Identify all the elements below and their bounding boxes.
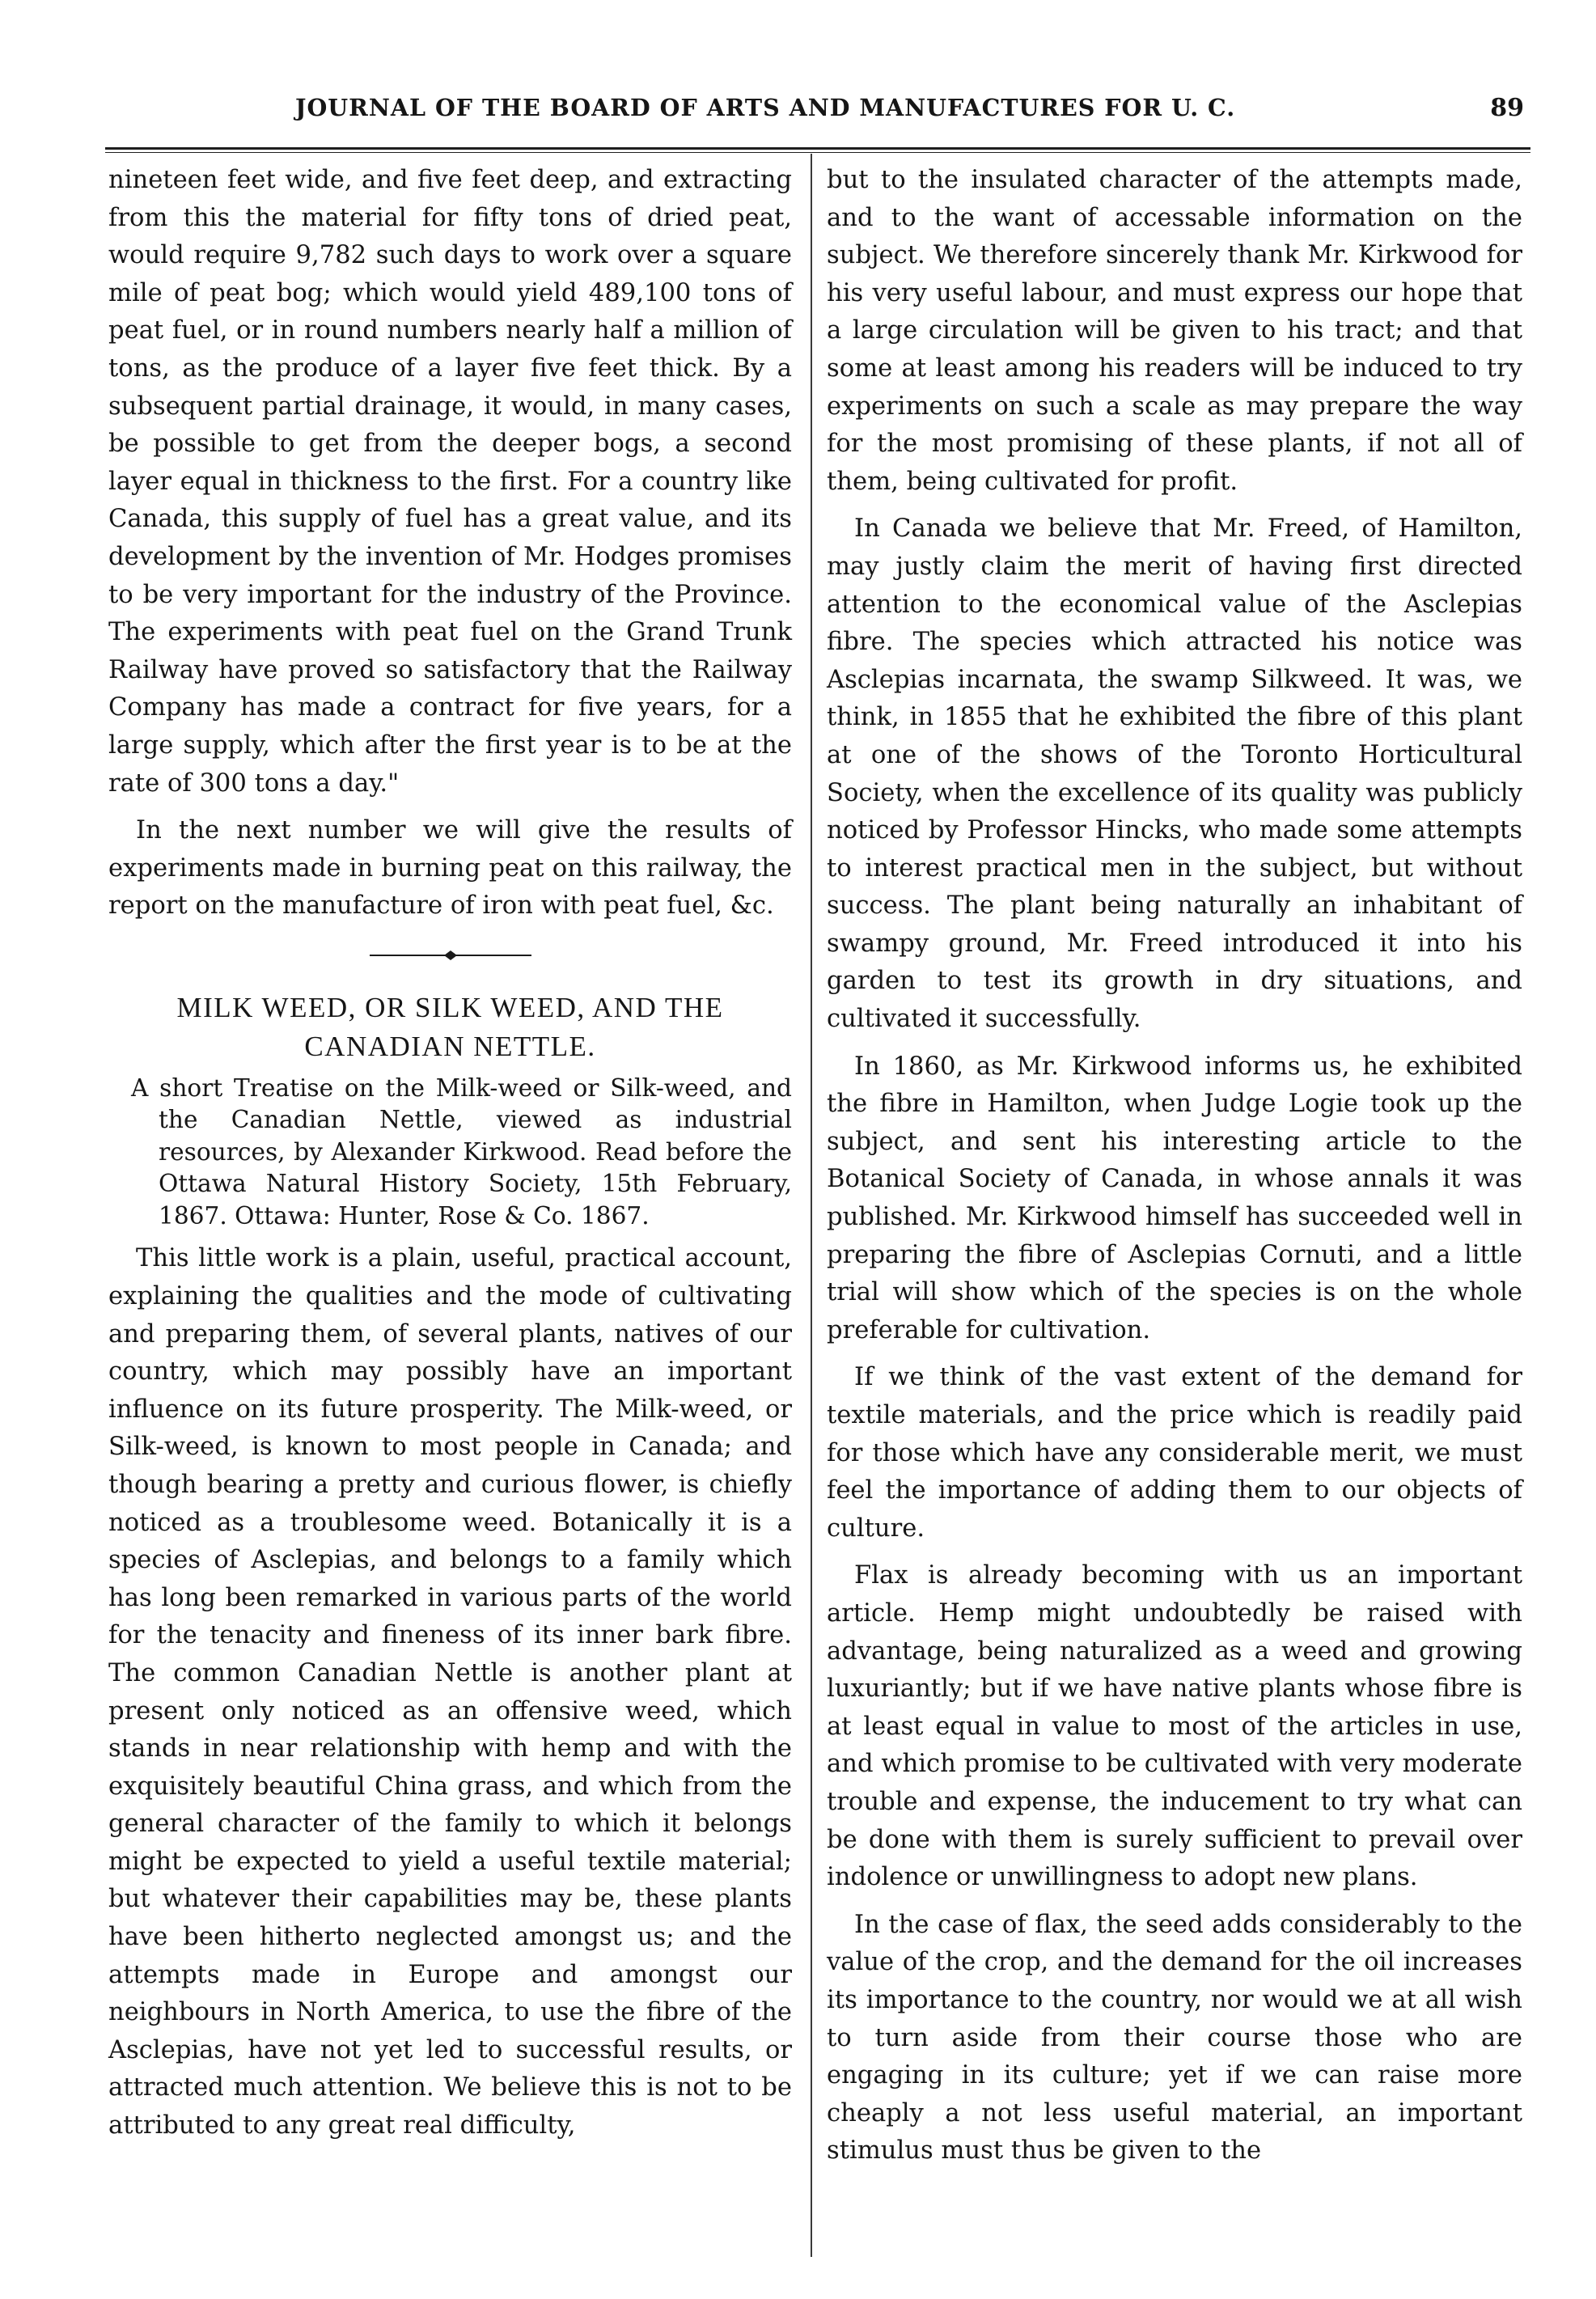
running-title: JOURNAL OF THE BOARD OF ARTS AND MANUFACTURES FOR U. C. <box>295 94 1236 121</box>
column-divider <box>811 154 812 2257</box>
left-column <box>108 162 792 2145</box>
page-number: 89 <box>1490 94 1524 122</box>
textile-demand-paragraph: If we think of the vast extent of the demand for textile materials, and the price which is readily paid for those which have any considerable merit, we must feel the importance of adding them to our objects of culture. <box>827 1363 1522 1543</box>
right-column <box>827 162 1522 2170</box>
peat-continuation-paragraph: nineteen feet wide, and five feet deep, and extracting from this the material for fifty tons of dried peat, would require 9,782 such days to work over a square mile of peat bog; which would yield 489,100 tons of peat fuel, or in round numbers nearly half a million of tons, as the produce of a layer five feet thick. By a subsequent partial drainage, it would, in many cases, be possible to get from the deeper bogs, a second layer equal in thickness to the first. For a country like Canada, this supply of fuel has a great value, and its development by the invention of Mr. Hodges promises to be very important for the industry of the Province. The experiments with peat fuel on the Grand Trunk Railway have proved so satisfactory that the Railway Company has made a contract for five years, for a large supply, which after the first year is to be at the rate of 300 tons a day." <box>108 166 792 798</box>
article-title-line-2: CANADIAN NETTLE. <box>304 1030 596 1062</box>
freed-paragraph: In Canada we believe that Mr. Freed, of Hamilton, may justly claim the merit of having first directed attention to the economical value of the Asclepias fibre. The species which attracted his notice was Asclepias incarnata, the swamp Silkweed. It was, we think, in 1855 that he exhibited the fibre of this plant at one of the shows of the Toronto Horticultural Society, when the excellence of its quality was publicly noticed by Professor Hincks, who made some attempts to interest practical men in the subject, but without success. The plant being naturally an inhabitant of swampy ground, Mr. Freed introduced it into his garden to test its growth in dry situations, and cultivated it successfully. <box>827 514 1522 1034</box>
article-title-line-1: MILK WEED, OR SILK WEED, AND THE <box>176 991 724 1023</box>
review-opening-paragraph: This little work is a plain, useful, practical account, explaining the qualities and the mode of cultivating and preparing them, of several plants, natives of our country, which may possibly have an important influence on its future prosperity. The Milk-weed, or Silk-weed, is known to most people in Canada; and though bearing a pretty and curious flower, is chiefly noticed as a troublesome weed. Botanically it is a species of Asclepias, and belongs to a family which has long been remarked in various parts of the world for the tenacity and fineness of its inner bark fibre. The common Canadian Nettle is another plant at present only noticed as an offensive weed, which stands in near relationship with hemp and with the exquisitely beautiful China grass, and which from the general character of the family to which it belongs might be expected to yield a useful textile material; but whatever their capabilities may be, these plants have been hitherto neglected amongst us; and the attempts made in Europe and amongst our neighbours in North America, to use the fibre of the Asclepias, have not yet led to successful results, or attracted much attention. We believe this is not to be attributed to any great real difficulty, <box>108 1244 792 2140</box>
review-continuation-paragraph: but to the insulated character of the attempts made, and to the want of accessable information on the subject. We therefore sincerely thank Mr. Kirkwood for his very useful labour, and must express our hope that a large circulation will be given to his tract; and that some at least among his readers will be induced to try experiments on such a scale as may prepare the way for the most promising of these plants, if not all of them, being cultivated for profit. <box>827 166 1522 496</box>
kirkwood-1860-paragraph: In 1860, as Mr. Kirkwood informs us, he exhibited the fibre in Hamilton, when Judge Logie took up the subject, and sent his interesting article to the Botanical Society of Canada, in whose annals it was published. Mr. Kirkwood himself has succeeded well in preparing the fibre of Asclepias Cornuti, and a little trial will show which of the species is on the whole preferable for cultivation. <box>827 1052 1522 1344</box>
header-double-rule <box>105 147 1530 153</box>
flax-seed-paragraph: In the case of flax, the seed adds considerably to the value of the crop, and the demand for the oil increases its importance to the country, nor would we at all wish to turn aside from their course those who are engaging in its culture; yet if we can raise more cheaply a not less useful material, an important stimulus must thus be given to the <box>827 1910 1522 2166</box>
flax-hemp-paragraph: Flax is already becoming with us an important article. Hemp might undoubtedly be raised with advantage, being naturalized as a weed and growing luxuriantly; but if we have native plants whose fibre is at least equal in value to most of the articles in use, and which promise to be cultivated with very moderate trouble and expense, the inducement to try what can be done with them is surely sufficient to prevail over indolence or unwillingness to adopt new plans. <box>827 1561 1522 1892</box>
running-head <box>105 89 1529 134</box>
book-citation: A short Treatise on the Milk-weed or Silk-weed, and the Canadian Nettle, viewed as industrial resources, by Alexander Kirkwood. Read before the Ottawa Natural History Society, 15th February, 1867. Ottawa: Hunter, Rose & Co. 1867. <box>131 1073 792 1230</box>
section-divider-ornament <box>370 950 531 961</box>
next-number-paragraph: In the next number we will give the results of experiments made in burning peat on this railway, the report on the manufacture of iron with peat fuel, &c. <box>108 816 792 921</box>
